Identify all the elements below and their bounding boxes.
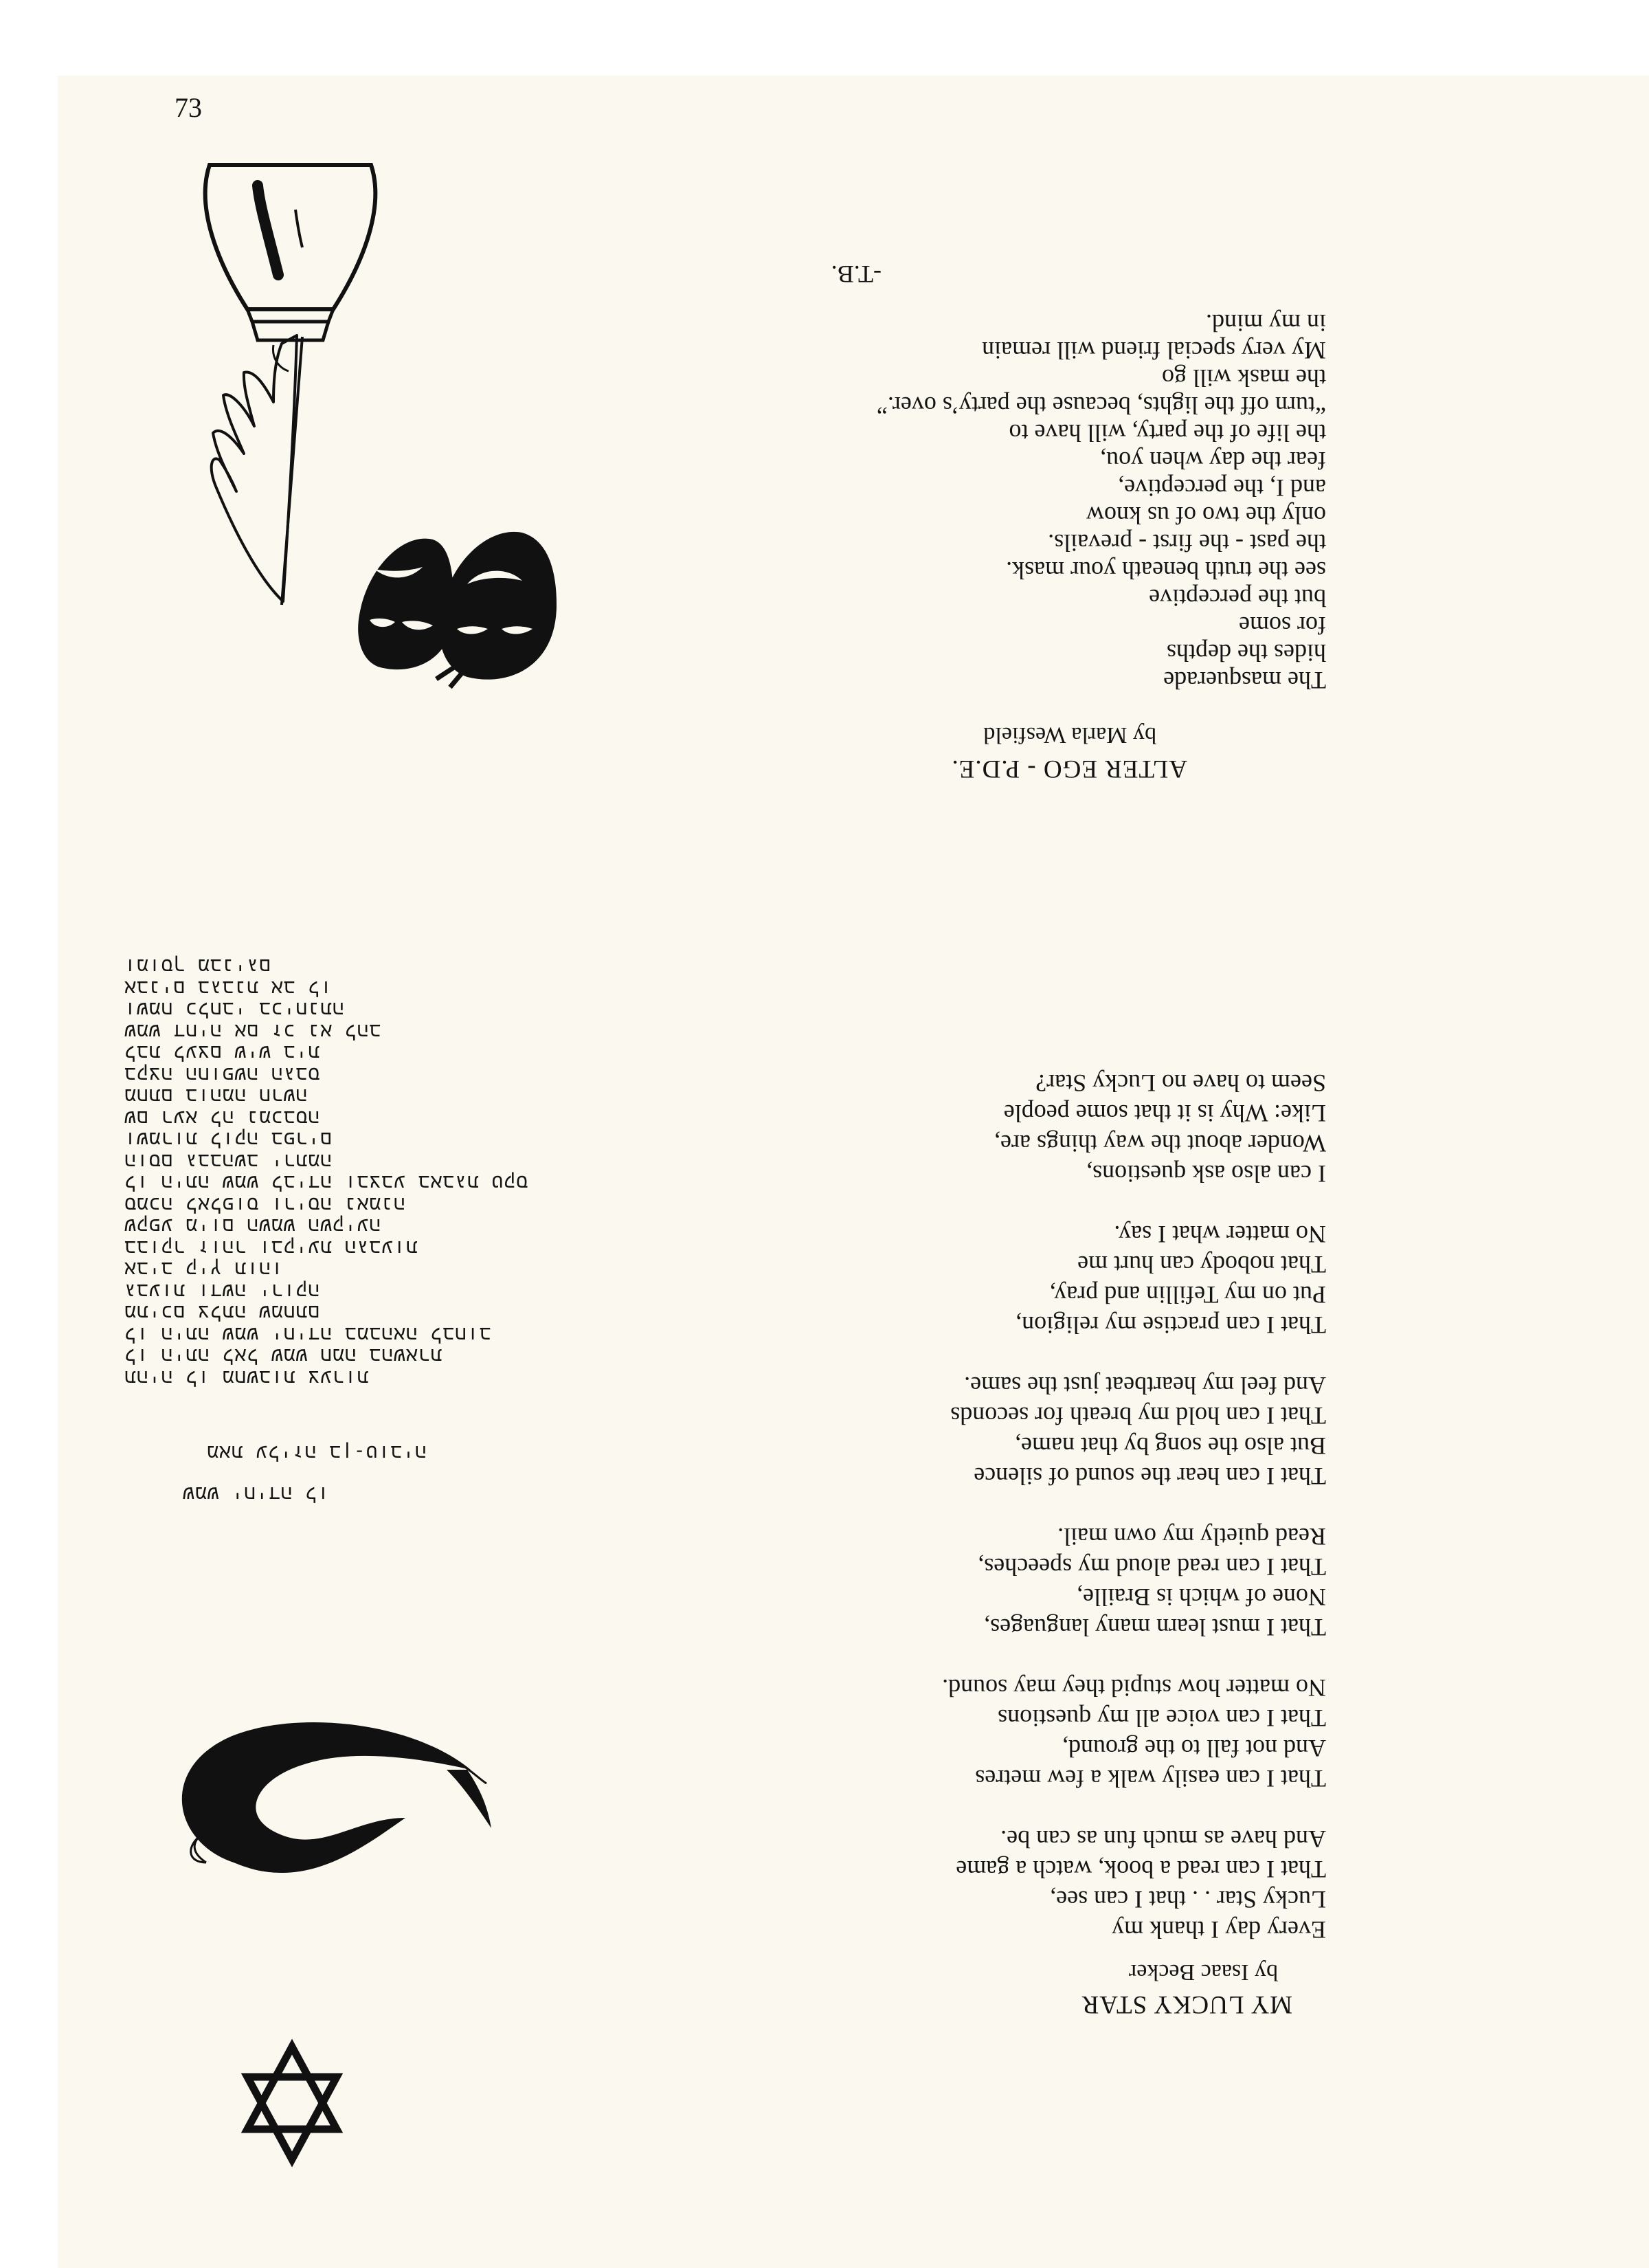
- poem-line: Put on my Tefillin and pray,: [1049, 1281, 1326, 1309]
- poem-line: Like: Why is it that some people: [1003, 1100, 1326, 1127]
- poem-line: Read quietly my own mail.: [1057, 1523, 1326, 1550]
- stanza: [942, 1068, 1326, 1189]
- hebrew-line: ושמח כלחבי בכיחנתה: [124, 998, 344, 1021]
- poem-line: That nobody can hurt me: [1077, 1251, 1326, 1278]
- poem-body-my-lucky-star: [942, 1038, 1326, 1945]
- poem-line: but the perceptive: [1149, 584, 1326, 612]
- poem-author-isaac-becker: by Isaac Becker: [1128, 1959, 1278, 1985]
- hebrew-line: שם רעא לה נמכבסה: [124, 1107, 320, 1129]
- hebrew-line: בבוקר זוהר ובקיעת הגבעות: [124, 1236, 418, 1259]
- hebrew-poem-author: מאת עליזה בן-טוביה: [206, 1441, 427, 1464]
- poem-title-my-lucky-star: MY LUCKY STAR: [1081, 1990, 1292, 2019]
- poem-line: That I can voice all my questions: [998, 1704, 1326, 1732]
- shofar-icon: [144, 1691, 529, 1911]
- scan-edge: [0, 0, 58, 2268]
- poem-line: and I, the perceptive,: [1118, 474, 1326, 502]
- poem-title-alter-ego: ALTER EGO - P.D.E.: [951, 755, 1187, 783]
- poem-line: And have as much fun as can be.: [1000, 1825, 1326, 1853]
- star-of-david-icon: [240, 2041, 344, 2165]
- hebrew-line: שקפע מיום השמש השקיעה: [124, 1214, 381, 1238]
- poem-line: for some: [1239, 612, 1326, 639]
- hebrew-poem-body: [124, 955, 646, 1388]
- poem-line: That I can read aloud my speeches,: [978, 1553, 1326, 1581]
- stanza: [942, 1824, 1326, 1945]
- page-number: 73: [175, 92, 202, 123]
- poem-line: That I must learn many languages,: [984, 1614, 1326, 1641]
- poem-line: the life of the party, will have to: [1009, 419, 1326, 447]
- poem-line: fear the day when you,: [1100, 447, 1326, 474]
- poem-line: The masquerade: [1163, 667, 1326, 694]
- poem-line: Every day I thank my: [1112, 1916, 1326, 1944]
- hebrew-line: לבת לעצם שיש בית: [124, 1041, 320, 1065]
- hebrew-line: לו היתה שמש לבידה ובצבע באבגת טקס: [124, 1171, 528, 1194]
- quill-inkwell-icon: [131, 89, 453, 632]
- poem-line: the past - the first - prevails.: [1048, 529, 1326, 557]
- paper-sheet: [58, 76, 1649, 2268]
- poem-line: No matter how stupid they may sound.: [942, 1674, 1326, 1702]
- poem-line: “turn off the lights, because the party’s over.”: [876, 392, 1326, 419]
- poem-line: only the two of us know: [1086, 502, 1326, 529]
- poem-line: None of which is Braille,: [1077, 1583, 1326, 1611]
- poem-line: That I can hold my breath for seconds: [950, 1402, 1326, 1430]
- hebrew-line: לו היתה לאל שמש חמה בהשארת: [124, 1344, 442, 1368]
- poem-signature: -T.B.: [831, 260, 882, 288]
- poem-line: But also the song by that name,: [1015, 1432, 1326, 1460]
- hebrew-line: הוסם גבבהשב ירתמה: [124, 1150, 332, 1172]
- poem-line: Seem to have no Lucky Star?: [1035, 1069, 1326, 1097]
- poem-author-marla-wesfield: by Marla Wesfield: [983, 722, 1156, 748]
- hebrew-poem-title: שמש יחידה לו: [182, 1482, 329, 1505]
- hebrew-line: ושמרות לוקה בפרים: [124, 1128, 332, 1151]
- hebrew-line: סמכה לאלפוס וריסה נאמנה: [124, 1193, 405, 1216]
- hebrew-line: לו היתה שמש יחידה במבהאה לבחוב: [124, 1323, 491, 1346]
- hebrew-line: אבנים בגבנת אב לו: [124, 977, 332, 999]
- poem-line: Lucky Star . . that I can see,: [1050, 1886, 1326, 1913]
- hebrew-line: אביב קיץ תוהו: [124, 1258, 283, 1281]
- stanza: [942, 1522, 1326, 1643]
- stanza: [942, 1673, 1326, 1794]
- stanza: [942, 1370, 1326, 1491]
- hebrew-line: מתיכם צלתה שמחתם: [124, 1301, 319, 1324]
- stanza: [942, 1219, 1326, 1340]
- poem-line: That I can hear the sound of silence: [974, 1463, 1326, 1490]
- poem-line: I can also ask questions,: [1086, 1160, 1326, 1188]
- hebrew-line: תהיה לו מחשבות צערות: [124, 1366, 369, 1389]
- poem-body-alter-ego: [877, 309, 1326, 694]
- poem-line: No matter what I say.: [1114, 1221, 1326, 1248]
- poem-line: And feel my heartbeat just the same.: [964, 1372, 1326, 1399]
- hebrew-line: בקצה החופשה הגבס: [124, 1063, 319, 1086]
- poem-line: That I can practise my religion,: [1016, 1311, 1326, 1339]
- poem-line: My very special friend will remain: [982, 337, 1326, 364]
- poem-line: And not fall to the ground,: [1062, 1735, 1326, 1762]
- hebrew-line: מחתם בוהמה חרשה: [124, 1085, 308, 1108]
- hebrew-line: ומוסך מבניגם: [124, 955, 271, 978]
- poem-line: the mask will go: [1162, 364, 1326, 392]
- hebrew-line: גבעות ודשה ירוקה: [124, 1280, 319, 1302]
- poem-line: see the truth beneath your mask.: [1006, 557, 1326, 584]
- poem-line: in my mind.: [1205, 309, 1326, 337]
- poem-line: That I can easily walk a few metres: [975, 1765, 1326, 1792]
- hebrew-line: שמש דחיה אם זכ נא להב: [124, 1020, 381, 1043]
- poem-line: hides the depths: [1167, 639, 1326, 667]
- poem-line: That I can read a book, watch a game: [956, 1856, 1326, 1883]
- poem-line: Wonder about the way things are,: [994, 1130, 1326, 1157]
